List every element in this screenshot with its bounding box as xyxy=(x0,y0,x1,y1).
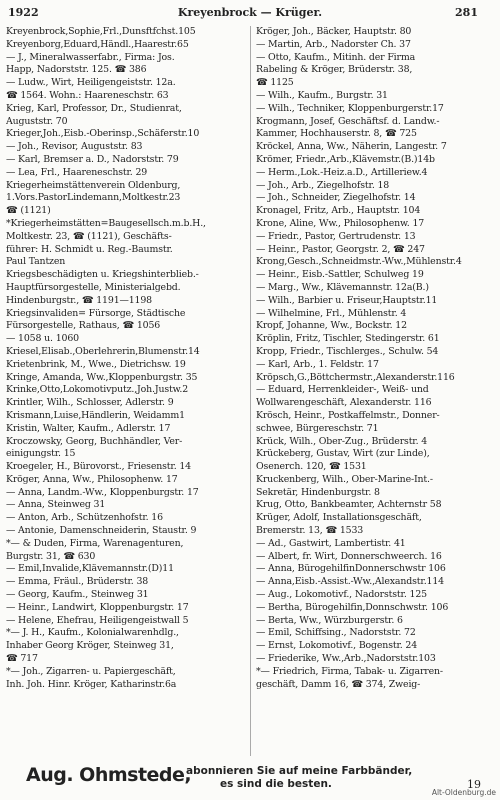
directory-entry-line: — Joh., Arb., Ziegelhofstr. 18 xyxy=(256,179,390,191)
directory-entry-line: ☎ 1564. Wohn.: Haareneschstr. 63 xyxy=(6,89,169,101)
directory-entry-line: Kropf, Johanne, Ww., Bockstr. 12 xyxy=(256,320,407,332)
directory-entry-line: — Anna,Eisb.-Assist.-Ww.,Alexandstr.114 xyxy=(256,576,444,588)
header-title: Kreyenbrock — Krüger. xyxy=(177,6,323,19)
directory-entry-line: — Otto, Kaufm., Mitinh. der Firma xyxy=(256,51,416,63)
directory-entry-line: — Bertha, Bürogehilfin,Donnschwstr. 106 xyxy=(256,601,449,613)
directory-entry-line: — Lea, Frl., Haareneschstr. 29 xyxy=(6,166,148,178)
directory-entry-line: Burgstr. 31, ☎ 630 xyxy=(6,550,96,562)
directory-entry-line: Kroczowsky, Georg, Buchhändler, Ver- xyxy=(6,435,183,447)
directory-entry-line: Kriesel,Elisab.,Oberlehrerin,Blumenstr.14 xyxy=(6,345,200,357)
directory-entry-line: — Martin, Arb., Nadorster Ch. 37 xyxy=(256,38,411,50)
directory-entry-line: führer: H. Schmidt u. Reg.-Baumstr. xyxy=(6,243,173,255)
directory-entry-line: Hauptfürsorgestelle, Ministerialgebd. xyxy=(6,281,181,293)
directory-entry-line: — Wilh., Barbier u. Friseur,Hauptstr.11 xyxy=(256,294,438,306)
directory-entry-line: Fürsorgestelle, Rathaus, ☎ 1056 xyxy=(6,320,161,332)
directory-entry-line: Kringe, Amanda, Ww.,Kloppenburgstr. 35 xyxy=(6,371,198,383)
directory-entry-line: geschäft, Damm 16, ☎ 374, Zweig- xyxy=(256,678,421,690)
directory-entry-line: — Heinr., Landwirt, Kloppenburgstr. 17 xyxy=(6,601,189,613)
directory-entry-line: — Anna, BürogehilfinDonnerschwstr 106 xyxy=(256,563,446,575)
advert-brand: Aug. Ohmstede, xyxy=(26,764,192,786)
directory-entry-line: — Friederike, Ww.,Arb.,Nadorststr.103 xyxy=(256,653,436,665)
directory-entry-line: Sekretär, Hindenburgstr. 8 xyxy=(256,486,380,498)
left-column xyxy=(6,26,246,691)
directory-entry-line: — Wilh., Kaufm., Burgstr. 31 xyxy=(256,89,388,101)
directory-entry-line: — Wilhelmine, Frl., Mühlenstr. 4 xyxy=(256,307,407,319)
directory-entry-line: Kroegeler, H., Bürovorst., Friesenstr. 14 xyxy=(6,461,191,473)
header-page-number: 281 xyxy=(455,6,478,19)
directory-entry-line: Kropp, Friedr., Tischlerges., Schulw. 54 xyxy=(256,345,439,357)
directory-entry-line: — Joh., Revisor, Auguststr. 83 xyxy=(6,141,143,153)
watermark: Alt-Oldenburg.de xyxy=(431,788,496,797)
directory-entry-line: Krismann,Luise,Händlerin, Weidamm1 xyxy=(6,409,185,421)
directory-entry-line: Krietenbrink, M., Wwe., Dietrichsw. 19 xyxy=(6,358,186,370)
directory-entry-line: einigungstr. 15 xyxy=(6,448,76,460)
right-column xyxy=(256,26,492,691)
directory-entry-line: Krieger,Joh.,Eisb.-Oberinsp.,Schäferstr.10 xyxy=(6,128,200,140)
directory-entry-line: — Heinr., Eisb.-Sattler, Schulweg 19 xyxy=(256,269,424,281)
directory-entry-line: Inh. Joh. Hinr. Kröger, Katharinstr.6a xyxy=(6,678,177,690)
directory-entry-line: Happ, Nadorststr. 125. ☎ 386 xyxy=(6,64,147,76)
directory-entry-line: Inhaber Georg Kröger, Steinweg 31, xyxy=(6,640,174,652)
directory-entry-line: Kreyenbrock,Sophie,Frl.,Dunsftfchst.105 xyxy=(6,26,196,37)
directory-entry-line: — Ludw., Wirt, Heiligengeiststr. 12a. xyxy=(6,77,176,89)
directory-entry-line: Wollwarengeschäft, Alexanderstr. 116 xyxy=(256,397,432,409)
directory-entry-line: Kröger, Joh., Bäcker, Hauptstr. 80 xyxy=(256,26,412,37)
directory-entry-line: *— J. H., Kaufm., Kolonialwarenhdlg., xyxy=(6,627,179,639)
directory-entry-line: ☎ (1121) xyxy=(6,205,51,217)
directory-entry-line: — J., Mineralwasserfabr., Firma: Jos. xyxy=(6,51,175,63)
directory-entry-line: — Friedr., Pastor, Gertrudenstr. 13 xyxy=(256,230,416,242)
directory-entry-line: — Berta, Ww., Würzburgerstr. 6 xyxy=(256,614,403,626)
header-year: 1922 xyxy=(8,6,39,19)
directory-entry-line: — Karl, Bremser a. D., Nadorststr. 79 xyxy=(6,153,179,165)
directory-entry-line: Kriegsinvaliden= Fürsorge, Städtische xyxy=(6,307,186,319)
directory-entry-line: ☎ 1125 xyxy=(256,77,294,89)
directory-entry-line: Krong,Gesch.,Schneidmstr.-Ww.,Mühlenstr.4 xyxy=(256,256,462,268)
directory-entry-line: Kreyenborg,Eduard,Händl.,Haarestr.65 xyxy=(6,38,189,50)
directory-entry-line: — Helene, Ehefrau, Heiligengeistwall 5 xyxy=(6,614,189,626)
directory-entry-line: Krieg, Karl, Professor, Dr., Studienrat, xyxy=(6,102,182,114)
directory-entry-line: Rabeling & Kröger, Brüderstr. 38, xyxy=(256,64,413,76)
directory-entry-line: Krückeberg, Gustav, Wirt (zur Linde), xyxy=(256,448,430,460)
directory-entry-line: Kriegsbeschädigten u. Kriegshinterblieb.- xyxy=(6,269,199,281)
directory-entry-line: Kristin, Walter, Kaufm., Adlerstr. 17 xyxy=(6,422,171,434)
directory-entry-line: Paul Tantzen xyxy=(6,256,66,268)
directory-entry-line: Bremerstr. 13, ☎ 1533 xyxy=(256,525,364,537)
directory-entry-line: — Joh., Schneider, Ziegelhofstr. 14 xyxy=(256,192,416,204)
directory-entry-line: Kriegerheimstättenverein Oldenburg, xyxy=(6,179,181,191)
directory-entry-line: — Ad., Gastwirt, Lambertistr. 41 xyxy=(256,537,406,549)
directory-entry-line: *— Joh., Zigarren- u. Papiergeschäft, xyxy=(6,665,176,677)
directory-entry-line: — Wilh., Techniker, Kloppenburgerstr.17 xyxy=(256,102,444,114)
directory-entry-line: — Herm.,Lok.-Heiz.a.D., Artilleriew.4 xyxy=(256,166,428,178)
directory-entry-line: 1.Vors.PastorLindemann,Moltkestr.23 xyxy=(6,192,181,204)
directory-entry-line: — Eduard, Herrenkleider-, Weiß- und xyxy=(256,384,429,396)
page-header xyxy=(8,6,492,20)
directory-entry-line: Krug, Otto, Bankbeamter, Achternstr 58 xyxy=(256,499,442,511)
directory-entry-line: — Anna, Steinweg 31 xyxy=(6,499,106,511)
directory-entry-line: Hindenburgstr., ☎ 1191—1198 xyxy=(6,294,152,306)
directory-entry-line: — Emil, Schiffsing., Nadorststr. 72 xyxy=(256,627,416,639)
directory-entry-line: *— & Duden, Firma, Warenagenturen, xyxy=(6,537,184,549)
directory-entry-line: Kröger, Anna, Ww., Philosophenw. 17 xyxy=(6,473,178,485)
directory-entry-line: — Karl, Arb., 1. Feldstr. 17 xyxy=(256,358,379,370)
directory-entry-line: Krömer, Friedr.,Arb.,Klävemstr.(B.)14b xyxy=(256,153,435,165)
page-footer xyxy=(0,762,500,800)
directory-entry-line: Kröplin, Fritz, Tischler, Stedingerstr. 61 xyxy=(256,333,440,345)
directory-entry-line: Kruckenberg, Wilh., Ober-Marine-Int.- xyxy=(256,473,433,485)
directory-entry-line: *Kriegerheimstätten=Baugesellsch.m.b.H., xyxy=(6,217,206,229)
directory-entry-line: — Heinr., Pastor, Georgstr. 2, ☎ 247 xyxy=(256,243,425,255)
directory-entry-line: Krösch, Heinr., Postkaffelmstr., Donner- xyxy=(256,409,440,421)
directory-entry-line: Kröckel, Anna, Ww., Näherin, Langestr. 7 xyxy=(256,141,447,153)
directory-entry-line: Osenerch. 120, ☎ 1531 xyxy=(256,461,367,473)
directory-entry-line: — Emma, Fräul., Brüderstr. 38 xyxy=(6,576,149,588)
directory-entry-line: — Albert, fr. Wirt, Donnerschweerch. 16 xyxy=(256,550,442,562)
directory-entry-line: Krone, Aline, Ww., Philosophenw. 17 xyxy=(256,217,425,229)
directory-entry-line: Krüger, Adolf, Installationsgeschäft, xyxy=(256,512,422,524)
directory-entry-line: — 1058 u. 1060 xyxy=(6,333,79,345)
directory-entry-line: — Anton, Arb., Schützenhofstr. 16 xyxy=(6,512,163,524)
directory-entry-line: — Georg, Kaufm., Steinweg 31 xyxy=(6,589,149,601)
footer-page-number: 19 xyxy=(467,778,481,791)
directory-entry-line: Krück, Wilh., Ober-Zug., Brüderstr. 4 xyxy=(256,435,428,447)
directory-entry-line: Moltkestr. 23, ☎ (1121), Geschäfts- xyxy=(6,230,172,242)
directory-entry-line: Krintler, Wilh., Schlosser, Adlerstr. 9 xyxy=(6,397,174,409)
directory-entry-line: — Ernst, Lokomotivf., Bogenstr. 24 xyxy=(256,640,418,652)
directory-entry-line: schwee, Bürgereschstr. 71 xyxy=(256,422,379,434)
directory-entry-line: Krogmann, Josef, Geschäftsf. d. Landw.- xyxy=(256,115,440,127)
directory-entry-line: — Emil,Invalide,Klävemannstr.(D)11 xyxy=(6,563,174,575)
directory-entry-line: Kronagel, Fritz, Arb., Hauptstr. 104 xyxy=(256,205,421,217)
directory-entry-line: Auguststr. 70 xyxy=(6,115,68,127)
column-divider xyxy=(250,26,251,756)
directory-entry-line: Kammer, Hochhauserstr. 8, ☎ 725 xyxy=(256,128,417,140)
directory-entry-line: ☎ 717 xyxy=(6,653,38,665)
directory-entry-line: — Aug., Lokomotivf., Nadorststr. 125 xyxy=(256,589,427,601)
directory-entry-line: *— Friedrich, Firma, Tabak- u. Zigarren- xyxy=(256,665,443,677)
advert-line-2: es sind die besten. xyxy=(220,778,332,790)
advert-line-1: abonnieren Sie auf meine Farbbänder, xyxy=(186,765,413,777)
directory-entry-line: Krinke,Otto,Lokomotivputz.,Joh.Justw.2 xyxy=(6,384,189,396)
directory-entry-line: Kröpsch,G.,Böttchermstr.,Alexanderstr.116 xyxy=(256,371,455,383)
directory-entry-line: — Marg., Ww., Klävemannstr. 12a(B.) xyxy=(256,281,429,293)
directory-entry-line: — Antonie, Damenschneiderin, Staustr. 9 xyxy=(6,525,197,537)
directory-entry-line: — Anna, Landm.-Ww., Kloppenburgstr. 17 xyxy=(6,486,199,498)
